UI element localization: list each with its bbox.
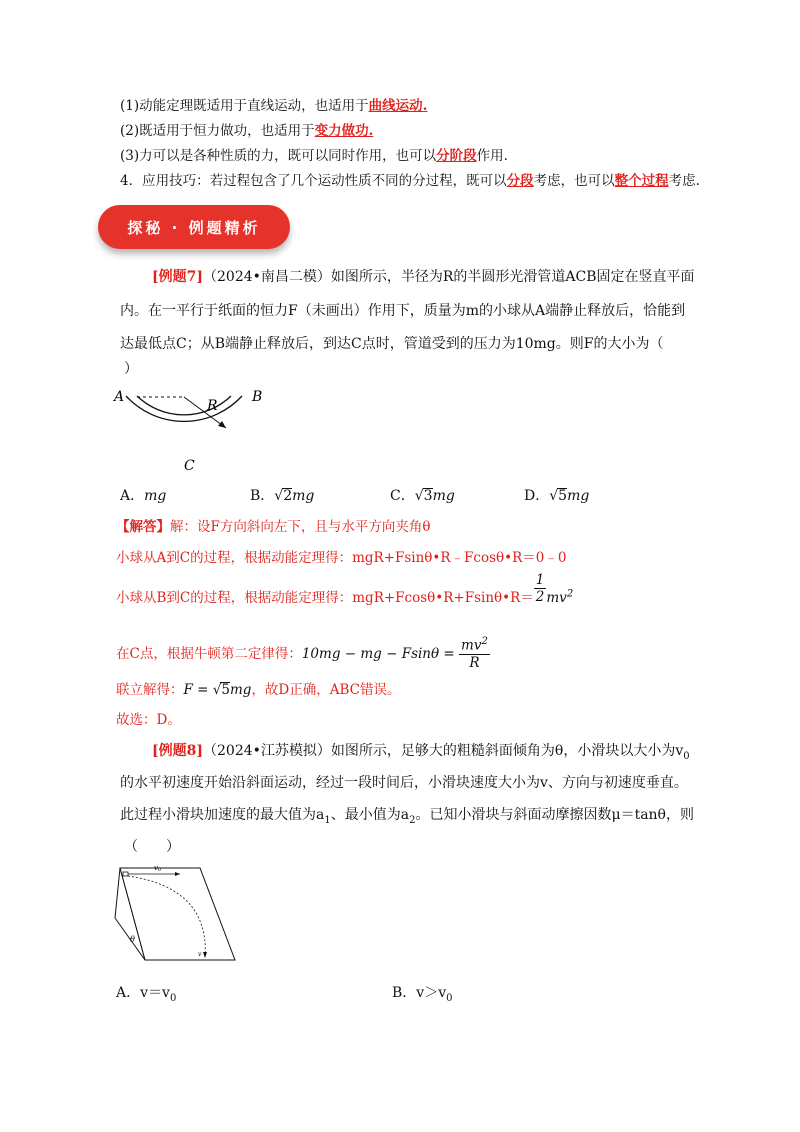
ex7-line-3: 达最低点C；从B端静止释放后，到达C点时，管道受到的压力为10mg。则F的大小为（ — [120, 336, 664, 352]
outer-arc — [126, 396, 242, 421]
semicircle-tube-figure — [100, 380, 280, 480]
solution-line-6: 故选：D。 — [116, 712, 181, 728]
highlight-segments: 分段 — [506, 173, 534, 189]
intro-line-3: (3)力可以是各种性质的力，既可以同时作用，也可以分阶段作用. — [120, 148, 508, 164]
intro-line-2: (2)既适用于恒力做功，也适用于变力做功. — [120, 123, 374, 139]
ex7-option-b: B．√2mg — [250, 488, 315, 504]
label-v: v — [198, 951, 202, 958]
ex7-line-1: [例题7]（2024•南昌二模）如图所示，半径为R的半圆形光滑管道ACB固定在竖直平面 — [152, 269, 695, 285]
ex7-option-a: A．mg — [120, 488, 167, 504]
label-v0: v0 — [154, 864, 162, 873]
banner-label: 探秘 · 例题精析 — [127, 219, 261, 237]
label-B: B — [252, 389, 263, 405]
v-arrowhead-icon — [203, 952, 207, 958]
incline-figure — [110, 858, 240, 968]
ex8-line-4: （ ） — [124, 839, 180, 855]
label-A: A — [114, 389, 125, 405]
label-R: R — [207, 398, 218, 414]
incline-face — [120, 868, 235, 960]
highlight-whole-process: 整个过程 — [614, 173, 669, 189]
ex8-line-1: [例题8]（2024•江苏模拟）如图所示，足够大的粗糙斜面倾角为θ，小滑块以大小为$v_0$ — [152, 743, 690, 762]
fraction-mv2-over-R: $\frac{mv^2}{R}$ — [461, 636, 488, 671]
intro-line-4: 4．应用技巧：若过程包含了几个运动性质不同的分过程，既可以分段考虑，也可以整个过程考虑. — [120, 173, 700, 189]
slider-block — [123, 872, 128, 876]
label-C: C — [184, 458, 195, 474]
solution-head: 【解答】 — [116, 519, 170, 535]
ex8-line-3: 此过程小滑块加速度的最大值为$a_1$、最小值为$a_2$。已知小滑块与斜面动摩擦因数μ＝tanθ，则 — [120, 807, 694, 826]
fraction-one-half: $\frac{1}{2}$ — [535, 572, 545, 605]
radius-arrow-icon — [218, 421, 226, 428]
trajectory-dashed — [128, 876, 205, 958]
ex7-option-c: C．√3mg — [390, 488, 455, 504]
solution-line-5: 联立解得：F = √5mg，故D正确，ABC错误。 — [116, 682, 401, 698]
ex8-line-2: 的水平初速度开始沿斜面运动，经过一段时间后，小滑块速度大小为v、方向与初速度垂直。 — [120, 775, 688, 791]
ex8-option-b: B．$v>v_0$ — [392, 985, 453, 1004]
solution-line-4: 在C点，根据牛顿第二定律得：10mg − mg − Fsinθ = $\frac{mv^2}{R}$ — [116, 636, 488, 671]
highlight-variable-force: 变力做功. — [314, 123, 374, 139]
ex7-line-4: ） — [124, 361, 138, 377]
incline-side — [115, 868, 120, 918]
ex7-line-2: 内。在一平行于纸面的恒力F（未画出）作用下，质量为m的小球从A端静止释放后，恰能到 — [120, 303, 686, 319]
v0-arrowhead-icon — [175, 872, 180, 876]
highlight-stages: 分阶段 — [436, 148, 477, 164]
ex8-tag: [例题8] — [152, 743, 203, 759]
solution-line-2: 小球从A到C的过程，根据动能定理得：mgR+Fsinθ•R﹣Fcosθ•R＝0﹣0 — [116, 550, 567, 566]
ex7-tag: [例题7] — [152, 269, 203, 285]
label-theta: θ — [130, 935, 135, 944]
ex8-option-a: A．$v=v_0$ — [116, 985, 177, 1004]
section-banner — [98, 205, 290, 249]
solution-line-1: 【解答】解：设F方向斜向左下，且与水平方向夹角θ — [116, 519, 431, 535]
highlight-curve-motion: 曲线运动. — [368, 98, 428, 114]
solution-line-3: 小球从B到C的过程，根据动能定理得：mgR+Fcosθ•R+Fsinθ•R＝ $\frac{1}{2}$ $mv^2$ — [116, 572, 574, 606]
incline-edge — [120, 868, 145, 960]
ex7-option-d: D．√5mg — [524, 488, 590, 504]
intro-line-1: (1)动能定理既适用于直线运动，也适用于曲线运动. — [120, 98, 428, 114]
